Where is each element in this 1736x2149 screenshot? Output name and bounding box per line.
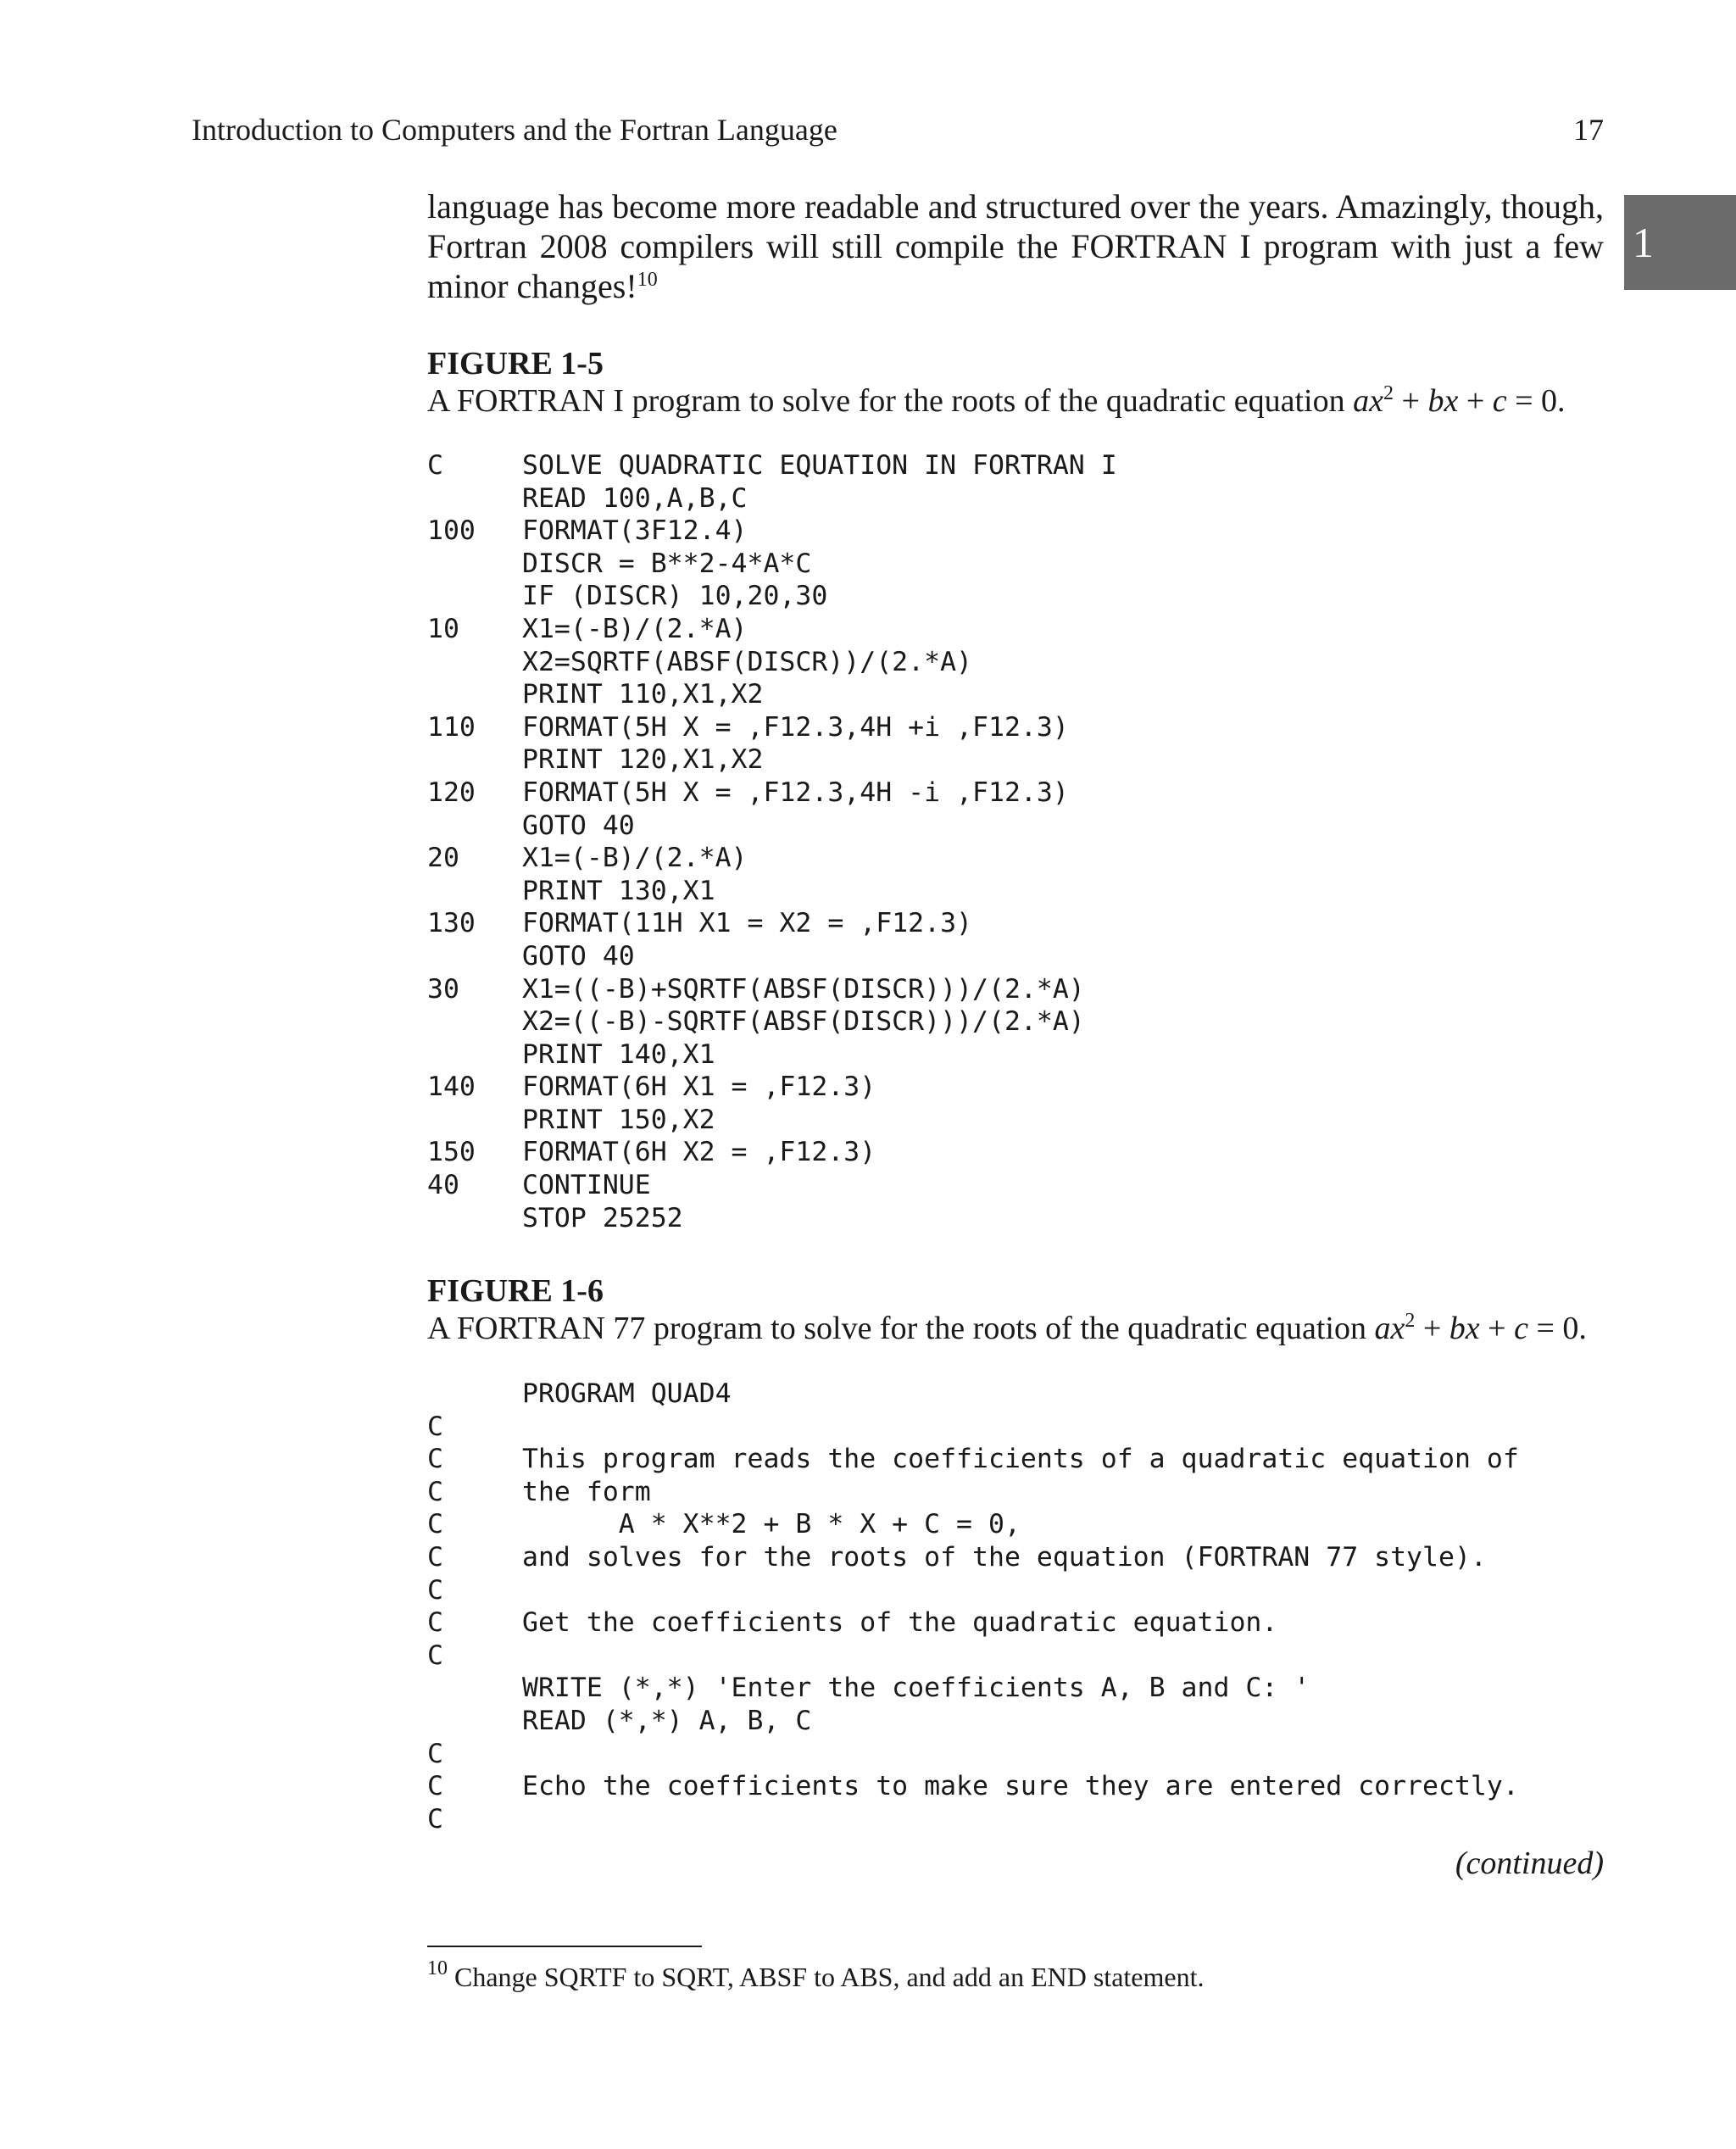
code-line-text: Get the coefficients of the quadratic equation.: [522, 1607, 1278, 1639]
code-line-text: A * X**2 + B * X + C = 0,: [522, 1509, 1021, 1540]
code-line-label: 130: [427, 908, 476, 939]
code-line-text: FORMAT(6H X1 = ,F12.3): [522, 1072, 876, 1103]
figure-1-6-label: FIGURE 1-6: [427, 1273, 604, 1309]
code-line-text: FORMAT(3F12.4): [522, 515, 748, 547]
code-line: [427, 1770, 1597, 1803]
code-line-label: C: [427, 450, 443, 481]
code-line: [427, 1508, 1597, 1541]
code-line: [427, 1738, 1597, 1771]
intro-text: language has become more readable and structured over the years. Amazingly, though, Fortran 2008 compilers will still compile the FORTRAN I program with just a few minor changes!: [427, 187, 1604, 305]
code-line: [427, 711, 1597, 744]
code-line-text: Echo the coefficients to make sure they are entered correctly.: [522, 1771, 1519, 1802]
code-line-label: C: [427, 1476, 443, 1507]
code-line-text: STOP 25252: [522, 1202, 683, 1233]
code-line: [427, 1411, 1597, 1444]
footnote-rule: [427, 1946, 702, 1947]
code-line-text: PRINT 120,X1,X2: [522, 744, 764, 776]
code-line-text: X2=((-B)-SQRTF(ABSF(DISCR)))/(2.*A): [522, 1006, 1085, 1038]
code-line: [427, 515, 1597, 548]
running-header: [192, 109, 1604, 151]
code-line-text: PRINT 140,X1: [522, 1038, 715, 1070]
code-line-label: C: [427, 1444, 443, 1475]
code-line: [427, 1169, 1597, 1202]
code-line: [427, 810, 1597, 843]
code-line-text: PROGRAM QUAD4: [522, 1378, 732, 1409]
code-line-label: 120: [427, 777, 476, 808]
code-line-label: C: [427, 1411, 443, 1442]
code-line-label: C: [427, 1803, 443, 1834]
code-line: [427, 743, 1597, 777]
code-line: [427, 1541, 1597, 1574]
code-line: [427, 449, 1597, 482]
code-line-label: 10: [427, 613, 459, 644]
code-line-text: FORMAT(11H X1 = X2 = ,F12.3): [522, 908, 973, 939]
code-line: [427, 678, 1597, 711]
code-line-text: PRINT 150,X2: [522, 1104, 715, 1135]
intro-paragraph: [427, 187, 1604, 306]
code-line: [427, 1640, 1597, 1673]
code-line-label: 40: [427, 1170, 459, 1201]
code-line: [427, 940, 1597, 973]
code-line-text: X1=((-B)+SQRTF(ABSF(DISCR)))/(2.*A): [522, 973, 1085, 1005]
code-line-text: X1=(-B)/(2.*A): [522, 843, 748, 874]
code-line-label: C: [427, 1640, 443, 1671]
code-line: [427, 842, 1597, 875]
code-line: [427, 548, 1597, 581]
code-line: [427, 482, 1597, 515]
code-line-text: X1=(-B)/(2.*A): [522, 613, 748, 644]
code-line-label: C: [427, 1607, 443, 1639]
code-line: [427, 1803, 1597, 1836]
code-line: [427, 1672, 1597, 1705]
code-line-text: GOTO 40: [522, 940, 635, 972]
figure-1-6-caption: A FORTRAN 77 program to solve for the roots of the quadratic equation $ax^2$ + bx + c = 0.: [427, 1310, 1587, 1346]
code-line: [427, 1574, 1597, 1607]
code-line-text: READ (*,*) A, B, C: [522, 1705, 812, 1736]
continued-note: (continued): [1455, 1846, 1604, 1881]
code-line-label: 20: [427, 843, 459, 874]
footnote-text: Change SQRTF to SQRT, ABSF to ABS, and add an END statement.: [454, 1962, 1205, 1992]
code-line-label: 100: [427, 515, 476, 547]
code-line: [427, 875, 1597, 908]
code-line: [427, 1005, 1597, 1038]
code-line: [427, 1606, 1597, 1640]
code-line-text: This program reads the coefficients of a quadratic equation of: [522, 1444, 1519, 1475]
code-line-text: SOLVE QUADRATIC EQUATION IN FORTRAN I: [522, 450, 1117, 481]
code-line-text: READ 100,A,B,C: [522, 482, 748, 514]
code-line: [427, 973, 1597, 1006]
code-line: [427, 1038, 1597, 1072]
code-line: [427, 1705, 1597, 1738]
code-line: [427, 907, 1597, 940]
footnote-number: 10: [427, 1957, 448, 1979]
page-number: 17: [1573, 113, 1604, 147]
code-line-label: 30: [427, 973, 459, 1005]
code-line-text: FORMAT(5H X = ,F12.3,4H -i ,F12.3): [522, 777, 1069, 808]
code-line: [427, 1443, 1597, 1476]
code-line-text: FORMAT(5H X = ,F12.3,4H +i ,F12.3): [522, 711, 1069, 743]
chapter-tab: 1: [1624, 195, 1736, 290]
code-line: [427, 1202, 1597, 1235]
code-line-label: C: [427, 1574, 443, 1606]
code-line-text: and solves for the roots of the equation (FORTRAN 77 style).: [522, 1541, 1487, 1573]
code-line-label: C: [427, 1541, 443, 1573]
code-line-text: WRITE (*,*) 'Enter the coefficients A, B and C: ': [522, 1673, 1310, 1704]
code-line-text: PRINT 110,X1,X2: [522, 679, 764, 710]
code-line-label: C: [427, 1771, 443, 1802]
code-line-label: 110: [427, 711, 476, 743]
code-line-text: PRINT 130,X1: [522, 875, 715, 906]
figure-1-6-code: [427, 1378, 1597, 1835]
code-line-text: IF (DISCR) 10,20,30: [522, 581, 828, 612]
running-title: Introduction to Computers and the Fortran Language: [192, 113, 837, 147]
figure-1-5-code: [427, 449, 1597, 1234]
code-line-text: FORMAT(6H X2 = ,F12.3): [522, 1137, 876, 1168]
code-line-text: DISCR = B**2-4*A*C: [522, 548, 812, 579]
code-line-label: 140: [427, 1072, 476, 1103]
figure-1-5-label: FIGURE 1-5: [427, 346, 604, 381]
code-line-label: C: [427, 1509, 443, 1540]
code-line-label: 150: [427, 1137, 476, 1168]
code-line: [427, 613, 1597, 646]
code-line: [427, 1104, 1597, 1137]
code-line-text: X2=SQRTF(ABSF(DISCR))/(2.*A): [522, 646, 973, 677]
code-line: [427, 1476, 1597, 1509]
code-line-text: CONTINUE: [522, 1170, 651, 1201]
code-line: [427, 646, 1597, 679]
figure-1-5-caption-text: A FORTRAN I program to solve for the roots of the quadratic equation: [427, 383, 1345, 419]
code-line: [427, 580, 1597, 613]
code-line-text: GOTO 40: [522, 810, 635, 841]
code-line: [427, 1378, 1597, 1411]
code-line: [427, 1136, 1597, 1169]
code-line: [427, 1071, 1597, 1104]
figure-1-5-caption: A FORTRAN I program to solve for the roots of the quadratic equation $ax^2$ + bx + c = 0.: [427, 382, 1566, 419]
code-line-label: C: [427, 1738, 443, 1769]
figure-1-6-caption-text: A FORTRAN 77 program to solve for the roots of the quadratic equation: [427, 1311, 1366, 1346]
footnote: [427, 1958, 1204, 1996]
code-line-text: the form: [522, 1476, 651, 1507]
code-line: [427, 777, 1597, 810]
footnote-ref: 10: [637, 269, 658, 291]
